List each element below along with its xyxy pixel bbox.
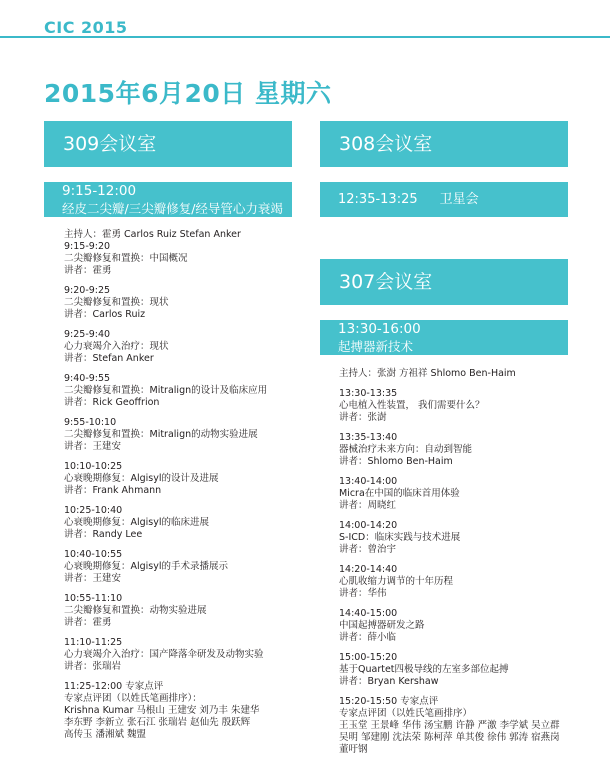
program-entry — [339, 368, 589, 380]
room-309-session-banner — [44, 182, 292, 233]
entry-line: Micra在中国的临床首用体验 — [339, 488, 460, 499]
entry-line: 11:10-11:25 — [64, 637, 123, 648]
entry-line: 讲者：华伟 — [339, 588, 387, 599]
entry-line: 专家点评团（以姓氏笔画排序） — [339, 708, 473, 719]
program-entry — [64, 285, 304, 321]
entry-line: 专家点评团（以姓氏笔画排序）： — [64, 693, 202, 704]
entry-line: 9:15-9:20 — [64, 241, 111, 252]
program-entry — [339, 432, 589, 468]
program-entry — [64, 229, 304, 277]
program-entry — [339, 520, 589, 556]
entry-line: 讲者：Carlos Ruiz — [64, 309, 146, 320]
entry-line: 讲者：周晓红 — [339, 500, 397, 511]
entry-line: 讲者：Stefan Anker — [64, 353, 154, 364]
program-entry — [64, 549, 304, 585]
program-entry — [64, 417, 304, 453]
entry-line: 心衰晚期修复：Algisyl的临床进展 — [64, 517, 210, 528]
entry-line: 讲者：Rick Geoffrion — [64, 397, 160, 408]
entry-line: 讲者：霍勇 — [64, 617, 112, 628]
entry-line: 基于Quartet四极导线的左室多部位起搏 — [339, 664, 509, 675]
entry-line: 9:40-9:55 — [64, 373, 111, 384]
entry-line: 李东野 李新立 张石江 张瑞岩 赵仙先 殷跃辉 — [64, 717, 251, 728]
room-309-program — [64, 229, 304, 741]
entry-line: 二尖瓣修复和置换：Mitralign的动物实验进展 — [64, 429, 258, 440]
room-309-header — [44, 121, 292, 167]
entry-line: 15:20-15:50 专家点评 — [339, 696, 439, 707]
program-entry — [339, 388, 589, 424]
entry-line: 器械治疗未来方向：自动到智能 — [339, 444, 473, 455]
entry-line: 董吁钢 — [339, 744, 368, 755]
program-entry — [339, 608, 589, 644]
program-entry — [64, 505, 304, 541]
room-308-session-time: 12:35-13:25 — [338, 192, 418, 207]
entry-line: 9:20-9:25 — [64, 285, 111, 296]
entry-line: 吴明 邹建刚 沈法荣 陈柯萍 单其俊 徐伟 郭涛 宿燕岗 — [339, 732, 560, 743]
room-309-name: 309会议室 — [63, 133, 157, 155]
entry-line: 11:25-12:00 专家点评 — [64, 681, 164, 692]
room-309-session-title: 经皮二尖瓣/三尖瓣修复/经导管心力衰竭治疗 — [62, 201, 283, 233]
program-entry — [339, 476, 589, 512]
entry-line: 14:00-14:20 — [339, 520, 398, 531]
entry-line: 讲者：Bryan Kershaw — [339, 676, 439, 687]
entry-line: 14:20-14:40 — [339, 564, 398, 575]
entry-line: 二尖瓣修复和置换：Mitralign的设计及临床应用 — [64, 385, 268, 396]
entry-line: 13:40-14:00 — [339, 476, 398, 487]
entry-line: 9:25-9:40 — [64, 329, 111, 340]
entry-line: 中国起搏器研发之路 — [339, 620, 425, 631]
entry-line: 10:55-11:10 — [64, 593, 123, 604]
entry-line: 讲者：Randy Lee — [64, 529, 143, 540]
room-307-session-title: 起搏器新技术 — [338, 339, 414, 354]
entry-line: 心电植入性装置， 我们需要什么？ — [339, 400, 485, 411]
room-308-session-banner — [320, 182, 568, 217]
entry-line: 讲者：薛小临 — [339, 632, 397, 643]
room-307-program — [339, 368, 589, 756]
entry-line: 王玉堂 王景峰 华伟 汤宝鹏 许静 严激 李学斌 吴立群 — [339, 720, 560, 731]
program-entry — [64, 593, 304, 629]
entry-line: 讲者：霍勇 — [64, 265, 112, 276]
program-entry — [64, 373, 304, 409]
room-308-header — [320, 121, 568, 167]
room-308-session-title: 卫星会 — [439, 192, 479, 207]
program-entry — [339, 564, 589, 600]
entry-line: 14:40-15:00 — [339, 608, 398, 619]
entry-line: 二尖瓣修复和置换：现状 — [64, 297, 169, 308]
page-title: 2015年6月20日 星期六 — [44, 79, 332, 108]
entry-line: 讲者：Frank Ahmann — [64, 485, 162, 496]
room-307-header — [320, 259, 568, 305]
room-307-session-time: 13:30-16:00 — [338, 321, 421, 337]
entry-line: 主持人：霍勇 Carlos Ruiz Stefan Anker — [64, 229, 241, 240]
entry-line: 10:10-10:25 — [64, 461, 123, 472]
entry-line: Krishna Kumar 马根山 王建安 刘乃丰 朱建华 — [64, 705, 260, 716]
entry-line: 讲者：王建安 — [64, 441, 122, 452]
program-entry — [339, 696, 589, 756]
entry-line: 心肌收缩力调节的十年历程 — [339, 576, 454, 587]
entry-line: 二尖瓣修复和置换：动物实验进展 — [64, 605, 207, 616]
entry-line: 10:40-10:55 — [64, 549, 123, 560]
entry-line: 心衰晚期修复：Algisyl的设计及进展 — [64, 473, 219, 484]
program-entry — [64, 329, 304, 365]
entry-line: 讲者：Shlomo Ben-Haim — [339, 456, 453, 467]
entry-line: 心衰晚期修复：Algisyl的手术录播展示 — [64, 561, 229, 572]
entry-line: 10:25-10:40 — [64, 505, 123, 516]
entry-line: 讲者：张瑞岩 — [64, 661, 122, 672]
program-entry — [64, 637, 304, 673]
program-entry — [339, 652, 589, 688]
room-308-name: 308会议室 — [339, 133, 433, 155]
entry-line: 讲者：张澍 — [339, 412, 387, 423]
room-307-name: 307会议室 — [339, 271, 433, 293]
program-entry — [64, 461, 304, 497]
entry-line: 心力衰竭介入治疗：现状 — [64, 341, 169, 352]
room-309-session-time: 9:15-12:00 — [62, 183, 137, 199]
entry-line: S-ICD：临床实践与技术进展 — [339, 532, 461, 543]
entry-line: 9:55-10:10 — [64, 417, 117, 428]
entry-line: 主持人：张澍 方祖祥 Shlomo Ben-Haim — [339, 368, 516, 379]
entry-line: 二尖瓣修复和置换：中国概况 — [64, 253, 188, 264]
brand-logo: CIC 2015 — [44, 18, 128, 37]
entry-line: 15:00-15:20 — [339, 652, 398, 663]
entry-line: 高传玉 潘湘斌 魏盟 — [64, 729, 147, 740]
entry-line: 13:35-13:40 — [339, 432, 398, 443]
entry-line: 讲者：曾治宇 — [339, 544, 397, 555]
entry-line: 讲者：王建安 — [64, 573, 122, 584]
entry-line: 13:30-13:35 — [339, 388, 398, 399]
entry-line: 心力衰竭介入治疗：国产降落伞研发及动物实验 — [64, 649, 264, 660]
program-entry — [64, 681, 304, 741]
room-307-session-banner — [320, 320, 568, 355]
